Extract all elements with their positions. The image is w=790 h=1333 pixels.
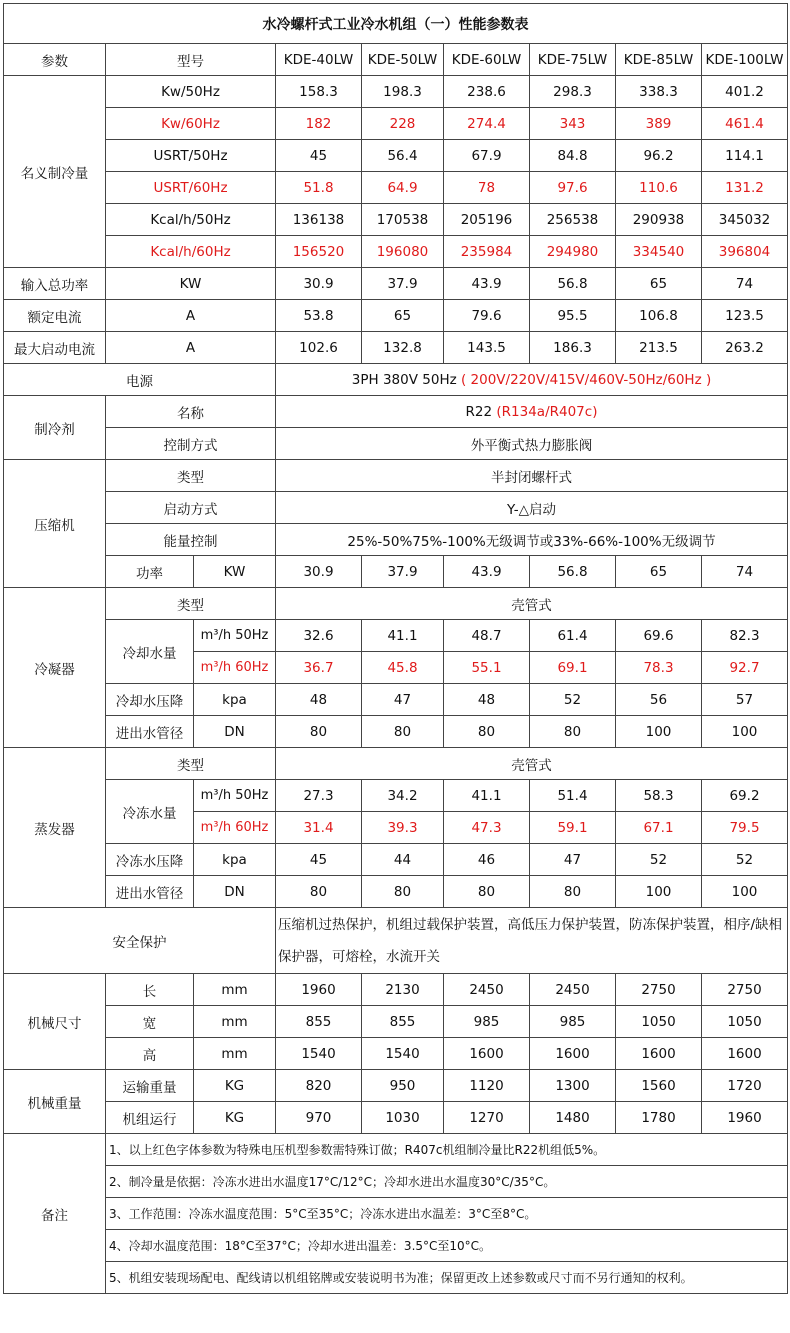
power-value-alt-text: ( 200V/220V/415V/460V-50Hz/60Hz ) xyxy=(460,371,712,388)
electrical-label: 额定电流 xyxy=(4,300,106,332)
table-row xyxy=(4,908,788,974)
value-cell: 170538 xyxy=(362,204,444,236)
value-cell: 1480 xyxy=(530,1102,616,1134)
value-cell: 97.6 xyxy=(530,172,616,204)
value-cell: 156520 xyxy=(276,236,362,268)
value-cell: 1600 xyxy=(702,1038,788,1070)
table-row xyxy=(4,108,788,140)
value-cell: 298.3 xyxy=(530,76,616,108)
value-cell: 205196 xyxy=(444,204,530,236)
value-cell: 235984 xyxy=(444,236,530,268)
unit-cell: A xyxy=(106,332,276,364)
value-cell: 132.8 xyxy=(362,332,444,364)
value-cell: 78 xyxy=(444,172,530,204)
table-row xyxy=(4,1166,788,1198)
compressor-power-label: 功率 xyxy=(106,556,194,588)
evaporator-drop-label: 冷冻水压降 xyxy=(106,844,194,876)
value-cell: 334540 xyxy=(616,236,702,268)
condenser-label: 冷凝器 xyxy=(4,588,106,748)
value-cell: 59.1 xyxy=(530,812,616,844)
value-cell: 820 xyxy=(276,1070,362,1102)
value-cell: 1960 xyxy=(276,974,362,1006)
value-cell: 69.1 xyxy=(530,652,616,684)
value-cell: 39.3 xyxy=(362,812,444,844)
condenser-pipe-label: 进出水管径 xyxy=(106,716,194,748)
table-row xyxy=(4,300,788,332)
value-cell: 47.3 xyxy=(444,812,530,844)
unit-cell: KG xyxy=(194,1070,276,1102)
value-cell: 343 xyxy=(530,108,616,140)
value-cell: 79.6 xyxy=(444,300,530,332)
value-cell: 48 xyxy=(276,684,362,716)
safety-value: 压缩机过热保护，机组过载保护装置，高低压力保护装置，防冻保护装置，相序/缺相保护器，可熔栓，水流开关 xyxy=(276,908,788,974)
condenser-type-value: 壳管式 xyxy=(276,588,788,620)
table-row xyxy=(4,1006,788,1038)
value-cell: 228 xyxy=(362,108,444,140)
value-cell: 970 xyxy=(276,1102,362,1134)
table-row xyxy=(4,204,788,236)
refrigerant-control-label: 控制方式 xyxy=(106,428,276,460)
model-name: KDE-50LW xyxy=(362,44,444,76)
value-cell: 67.9 xyxy=(444,140,530,172)
dimensions-row-name: 高 xyxy=(106,1038,194,1070)
power-value-text: 3PH 380V 50Hz xyxy=(351,371,457,388)
value-cell: 80 xyxy=(362,716,444,748)
value-cell: 45 xyxy=(276,844,362,876)
compressor-type-value: 半封闭螺杆式 xyxy=(276,460,788,492)
compressor-label: 压缩机 xyxy=(4,460,106,588)
value-cell: 80 xyxy=(276,876,362,908)
value-cell: 110.6 xyxy=(616,172,702,204)
value-cell: 1050 xyxy=(616,1006,702,1038)
value-cell: 96.2 xyxy=(616,140,702,172)
model-name: KDE-60LW xyxy=(444,44,530,76)
value-cell: 74 xyxy=(702,268,788,300)
table-row xyxy=(4,974,788,1006)
value-cell: 389 xyxy=(616,108,702,140)
table-row xyxy=(4,1198,788,1230)
table-title: 水冷螺杆式工业冷水机组（一）性能参数表 xyxy=(4,4,788,44)
value-cell: 80 xyxy=(444,876,530,908)
value-cell: 69.2 xyxy=(702,780,788,812)
safety-label: 安全保护 xyxy=(4,908,276,974)
value-cell: 57 xyxy=(702,684,788,716)
value-cell: 67.1 xyxy=(616,812,702,844)
value-cell: 78.3 xyxy=(616,652,702,684)
model-name: KDE-40LW xyxy=(276,44,362,76)
evaporator-type-value: 壳管式 xyxy=(276,748,788,780)
value-cell: 58.3 xyxy=(616,780,702,812)
value-cell: 2750 xyxy=(702,974,788,1006)
value-cell: 45.8 xyxy=(362,652,444,684)
compressor-start-value: Y-△启动 xyxy=(276,492,788,524)
value-cell: 47 xyxy=(530,844,616,876)
value-cell: 1300 xyxy=(530,1070,616,1102)
value-cell: 198.3 xyxy=(362,76,444,108)
value-cell: 43.9 xyxy=(444,556,530,588)
evaporator-type-label: 类型 xyxy=(106,748,276,780)
value-cell: 2750 xyxy=(616,974,702,1006)
table-row xyxy=(4,684,788,716)
unit-cell: mm xyxy=(194,974,276,1006)
value-cell: 1270 xyxy=(444,1102,530,1134)
electrical-label: 最大启动电流 xyxy=(4,332,106,364)
value-cell: 44 xyxy=(362,844,444,876)
value-cell: 1560 xyxy=(616,1070,702,1102)
refrigerant-label: 制冷剂 xyxy=(4,396,106,460)
value-cell: 61.4 xyxy=(530,620,616,652)
table-row xyxy=(4,268,788,300)
evaporator-water-label: 冷冻水量 xyxy=(106,780,194,844)
table-row xyxy=(4,236,788,268)
table-row xyxy=(4,1230,788,1262)
compressor-energy-label: 能量控制 xyxy=(106,524,276,556)
power-label: 电源 xyxy=(4,364,276,396)
table-row xyxy=(4,1102,788,1134)
unit-cell: A xyxy=(106,300,276,332)
value-cell: 65 xyxy=(616,556,702,588)
unit-cell: m³/h 50Hz xyxy=(194,780,276,812)
value-cell: 2130 xyxy=(362,974,444,1006)
value-cell: 55.1 xyxy=(444,652,530,684)
condenser-drop-label: 冷却水压降 xyxy=(106,684,194,716)
value-cell: 1540 xyxy=(276,1038,362,1070)
value-cell: 102.6 xyxy=(276,332,362,364)
value-cell: 69.6 xyxy=(616,620,702,652)
refrigerant-control-value: 外平衡式热力膨胀阀 xyxy=(276,428,788,460)
value-cell: 1540 xyxy=(362,1038,444,1070)
unit-cell: DN xyxy=(194,876,276,908)
table-row xyxy=(4,1262,788,1294)
value-cell: 1600 xyxy=(530,1038,616,1070)
unit-cell: USRT/50Hz xyxy=(106,140,276,172)
value-cell: 396804 xyxy=(702,236,788,268)
value-cell: 2450 xyxy=(444,974,530,1006)
value-cell: 1960 xyxy=(702,1102,788,1134)
value-cell: 2450 xyxy=(530,974,616,1006)
value-cell: 45 xyxy=(276,140,362,172)
value-cell: 56.4 xyxy=(362,140,444,172)
unit-cell: m³/h 60Hz xyxy=(194,652,276,684)
table-row xyxy=(4,1134,788,1166)
value-cell: 143.5 xyxy=(444,332,530,364)
note-item: 1、以上红色字体参数为特殊电压机型参数需特殊订做；R407c机组制冷量比R22机组低5%。 xyxy=(106,1134,788,1166)
refrigerant-name-alt-text: (R134a/R407c) xyxy=(496,403,598,420)
value-cell: 43.9 xyxy=(444,268,530,300)
value-cell: 100 xyxy=(702,716,788,748)
value-cell: 46 xyxy=(444,844,530,876)
value-cell: 131.2 xyxy=(702,172,788,204)
value-cell: 32.6 xyxy=(276,620,362,652)
refrigerant-name-text: R22 xyxy=(465,403,493,420)
value-cell: 53.8 xyxy=(276,300,362,332)
weight-row-name: 机组运行 xyxy=(106,1102,194,1134)
condenser-water-label: 冷却水量 xyxy=(106,620,194,684)
dimensions-row-name: 宽 xyxy=(106,1006,194,1038)
value-cell: 855 xyxy=(362,1006,444,1038)
value-cell: 401.2 xyxy=(702,76,788,108)
value-cell: 186.3 xyxy=(530,332,616,364)
value-cell: 52 xyxy=(530,684,616,716)
value-cell: 196080 xyxy=(362,236,444,268)
value-cell: 263.2 xyxy=(702,332,788,364)
value-cell: 100 xyxy=(616,876,702,908)
refrigerant-name-label: 名称 xyxy=(106,396,276,428)
model-name: KDE-85LW xyxy=(616,44,702,76)
value-cell: 74 xyxy=(702,556,788,588)
note-item: 2、制冷量是依据：冷冻水进出水温度17°C/12°C；冷却水进出水温度30°C/35°C。 xyxy=(106,1166,788,1198)
table-row xyxy=(4,876,788,908)
unit-cell: mm xyxy=(194,1006,276,1038)
unit-cell: KW xyxy=(106,268,276,300)
value-cell: 290938 xyxy=(616,204,702,236)
value-cell: 1780 xyxy=(616,1102,702,1134)
table-row xyxy=(4,396,788,428)
evaporator-pipe-label: 进出水管径 xyxy=(106,876,194,908)
value-cell: 855 xyxy=(276,1006,362,1038)
value-cell: 37.9 xyxy=(362,556,444,588)
table-row xyxy=(4,588,788,620)
model-name: KDE-100LW xyxy=(702,44,788,76)
header-row xyxy=(4,44,788,76)
value-cell: 238.6 xyxy=(444,76,530,108)
value-cell: 950 xyxy=(362,1070,444,1102)
value-cell: 64.9 xyxy=(362,172,444,204)
value-cell: 48 xyxy=(444,684,530,716)
refrigerant-name xyxy=(276,396,788,428)
value-cell: 985 xyxy=(530,1006,616,1038)
model-name: KDE-75LW xyxy=(530,44,616,76)
note-item: 4、冷却水温度范围：18°C至37°C；冷却水进出温差：3.5°C至10°C。 xyxy=(106,1230,788,1262)
value-cell: 27.3 xyxy=(276,780,362,812)
weight-row-name: 运输重量 xyxy=(106,1070,194,1102)
value-cell: 1050 xyxy=(702,1006,788,1038)
table-row xyxy=(4,1038,788,1070)
value-cell: 158.3 xyxy=(276,76,362,108)
value-cell: 31.4 xyxy=(276,812,362,844)
header-param: 参数 xyxy=(4,44,106,76)
value-cell: 80 xyxy=(444,716,530,748)
value-cell: 114.1 xyxy=(702,140,788,172)
electrical-label: 输入总功率 xyxy=(4,268,106,300)
table-row xyxy=(4,620,788,652)
value-cell: 461.4 xyxy=(702,108,788,140)
table-row xyxy=(4,748,788,780)
value-cell: 56 xyxy=(616,684,702,716)
table-row xyxy=(4,332,788,364)
value-cell: 80 xyxy=(276,716,362,748)
table-row xyxy=(4,364,788,396)
table-row xyxy=(4,172,788,204)
value-cell: 106.8 xyxy=(616,300,702,332)
value-cell: 84.8 xyxy=(530,140,616,172)
value-cell: 52 xyxy=(702,844,788,876)
spec-table xyxy=(3,3,788,1294)
compressor-energy-value: 25%-50%75%-100%无级调节或33%-66%-100%无级调节 xyxy=(276,524,788,556)
value-cell: 1030 xyxy=(362,1102,444,1134)
table-row xyxy=(4,716,788,748)
table-row xyxy=(4,780,788,812)
value-cell: 65 xyxy=(616,268,702,300)
condenser-type-label: 类型 xyxy=(106,588,276,620)
header-model: 型号 xyxy=(106,44,276,76)
note-item: 3、工作范围：冷冻水温度范围：5°C至35°C；冷冻水进出水温差：3°C至8°C。 xyxy=(106,1198,788,1230)
weight-label: 机械重量 xyxy=(4,1070,106,1134)
value-cell: 51.8 xyxy=(276,172,362,204)
value-cell: 92.7 xyxy=(702,652,788,684)
value-cell: 36.7 xyxy=(276,652,362,684)
value-cell: 41.1 xyxy=(444,780,530,812)
compressor-type-label: 类型 xyxy=(106,460,276,492)
value-cell: 30.9 xyxy=(276,556,362,588)
value-cell: 56.8 xyxy=(530,556,616,588)
value-cell: 80 xyxy=(362,876,444,908)
unit-cell: m³/h 50Hz xyxy=(194,620,276,652)
unit-cell: Kw/60Hz xyxy=(106,108,276,140)
unit-cell: DN xyxy=(194,716,276,748)
table-row xyxy=(4,492,788,524)
value-cell: 34.2 xyxy=(362,780,444,812)
value-cell: 1600 xyxy=(616,1038,702,1070)
value-cell: 80 xyxy=(530,876,616,908)
table-row xyxy=(4,556,788,588)
table-row xyxy=(4,524,788,556)
value-cell: 95.5 xyxy=(530,300,616,332)
unit-cell: mm xyxy=(194,1038,276,1070)
value-cell: 294980 xyxy=(530,236,616,268)
value-cell: 1720 xyxy=(702,1070,788,1102)
dimensions-row-name: 长 xyxy=(106,974,194,1006)
value-cell: 1120 xyxy=(444,1070,530,1102)
cooling-label: 名义制冷量 xyxy=(4,76,106,268)
value-cell: 56.8 xyxy=(530,268,616,300)
value-cell: 100 xyxy=(702,876,788,908)
unit-cell: kpa xyxy=(194,684,276,716)
power-value xyxy=(276,364,788,396)
unit-cell: USRT/60Hz xyxy=(106,172,276,204)
value-cell: 256538 xyxy=(530,204,616,236)
unit-cell: KG xyxy=(194,1102,276,1134)
value-cell: 182 xyxy=(276,108,362,140)
dimensions-label: 机械尺寸 xyxy=(4,974,106,1070)
table-row xyxy=(4,428,788,460)
value-cell: 41.1 xyxy=(362,620,444,652)
unit-cell: kpa xyxy=(194,844,276,876)
value-cell: 52 xyxy=(616,844,702,876)
unit-cell: Kcal/h/60Hz xyxy=(106,236,276,268)
table-row xyxy=(4,1070,788,1102)
value-cell: 123.5 xyxy=(702,300,788,332)
value-cell: 213.5 xyxy=(616,332,702,364)
value-cell: 37.9 xyxy=(362,268,444,300)
value-cell: 47 xyxy=(362,684,444,716)
value-cell: 48.7 xyxy=(444,620,530,652)
table-row xyxy=(4,460,788,492)
value-cell: 345032 xyxy=(702,204,788,236)
value-cell: 274.4 xyxy=(444,108,530,140)
unit-cell: Kw/50Hz xyxy=(106,76,276,108)
note-item: 5、机组安装现场配电、配线请以机组铭牌或安装说明书为准；保留更改上述参数或尺寸而不另行通知的权利。 xyxy=(106,1262,788,1294)
value-cell: 338.3 xyxy=(616,76,702,108)
value-cell: 985 xyxy=(444,1006,530,1038)
value-cell: 79.5 xyxy=(702,812,788,844)
value-cell: 82.3 xyxy=(702,620,788,652)
value-cell: 65 xyxy=(362,300,444,332)
table-row xyxy=(4,76,788,108)
value-cell: 30.9 xyxy=(276,268,362,300)
table-row xyxy=(4,844,788,876)
table-row xyxy=(4,140,788,172)
value-cell: 1600 xyxy=(444,1038,530,1070)
evaporator-label: 蒸发器 xyxy=(4,748,106,908)
notes-label: 备注 xyxy=(4,1134,106,1294)
value-cell: 80 xyxy=(530,716,616,748)
unit-cell: m³/h 60Hz xyxy=(194,812,276,844)
value-cell: 51.4 xyxy=(530,780,616,812)
value-cell: 136138 xyxy=(276,204,362,236)
unit-cell: KW xyxy=(194,556,276,588)
value-cell: 100 xyxy=(616,716,702,748)
unit-cell: Kcal/h/50Hz xyxy=(106,204,276,236)
compressor-start-label: 启动方式 xyxy=(106,492,276,524)
